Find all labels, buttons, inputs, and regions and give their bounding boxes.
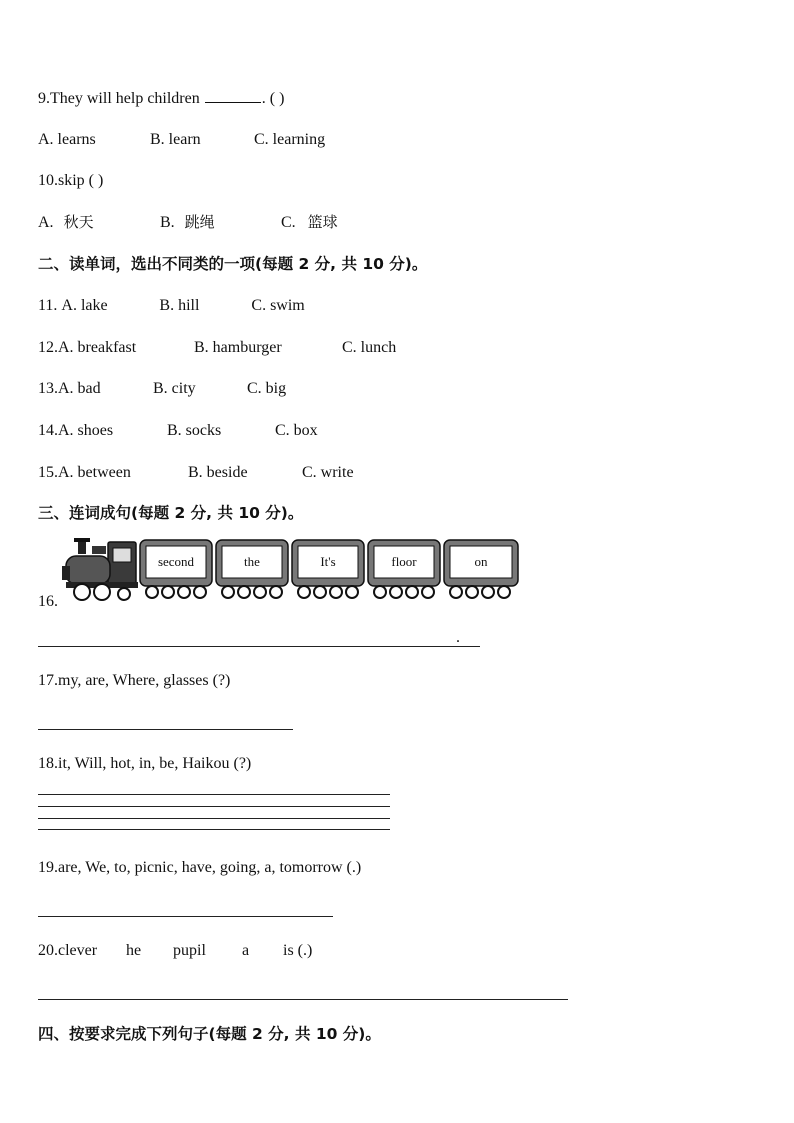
train-illustration <box>62 536 524 606</box>
section-2-title: 二、读单词，选出不同类的一项(每题 2 分, 共 10 分)。 <box>38 255 428 273</box>
option-c: C. 篮球 <box>281 213 338 231</box>
question-13: 13.A. bad B. city C. big <box>38 380 287 397</box>
section-4-title: 四、按要求完成下列句子(每题 2 分, 共 10 分)。 <box>38 1025 381 1043</box>
answer-line-19[interactable] <box>38 916 333 917</box>
question-10-options <box>38 212 338 233</box>
answer-line-18a[interactable] <box>38 794 390 795</box>
question-15: 15.A. between B. beside C. write <box>38 464 354 481</box>
train-word-1: second <box>157 554 195 569</box>
train-car <box>140 540 212 598</box>
train-word-3: It's <box>320 554 336 569</box>
answer-end-mark: . <box>456 629 460 646</box>
answer-line-17[interactable] <box>38 729 293 730</box>
question-9-options <box>38 130 325 150</box>
option-b: B. learn <box>150 131 201 148</box>
section-3-title: 三、连词成句(每题 2 分, 共 10 分)。 <box>38 504 304 522</box>
train-car <box>368 540 440 598</box>
question-9-stem: 9.They will help children . ( ) <box>38 90 285 107</box>
train-car <box>216 540 288 598</box>
question-14: 14.A. shoes B. socks C. box <box>38 422 318 439</box>
question-16-number: 16. <box>38 593 58 610</box>
question-20: 20.clever he pupil a is (.) <box>38 942 313 959</box>
train-word-4: floor <box>391 554 417 569</box>
question-10-stem: 10.skip ( ) <box>38 172 104 189</box>
answer-blank[interactable] <box>205 88 261 103</box>
answer-line-16[interactable] <box>38 646 480 647</box>
option-a: A. learns <box>38 131 96 148</box>
question-19: 19.are, We, to, picnic, have, going, a, tomorrow (.) <box>38 859 362 876</box>
answer-line-18b[interactable] <box>38 806 390 807</box>
option-a: A. 秋天 <box>38 213 94 231</box>
train-car <box>292 540 364 598</box>
question-12: 12.A. breakfast B. hamburger C. lunch <box>38 339 397 356</box>
train-word-2: the <box>244 554 260 569</box>
answer-line-20[interactable] <box>38 999 568 1000</box>
option-c: C. learning <box>254 131 326 148</box>
locomotive-icon <box>62 538 138 600</box>
question-18: 18.it, Will, hot, in, be, Haikou (?) <box>38 755 252 772</box>
question-11: 11. A. lake B. hill C. swim <box>38 297 305 314</box>
answer-line-18d[interactable] <box>38 829 390 830</box>
question-17: 17.my, are, Where, glasses (?) <box>38 672 231 689</box>
answer-line-18c[interactable] <box>38 818 390 819</box>
train-word-5: on <box>474 554 488 569</box>
option-b: B. 跳绳 <box>160 213 215 231</box>
train-car <box>444 540 518 598</box>
